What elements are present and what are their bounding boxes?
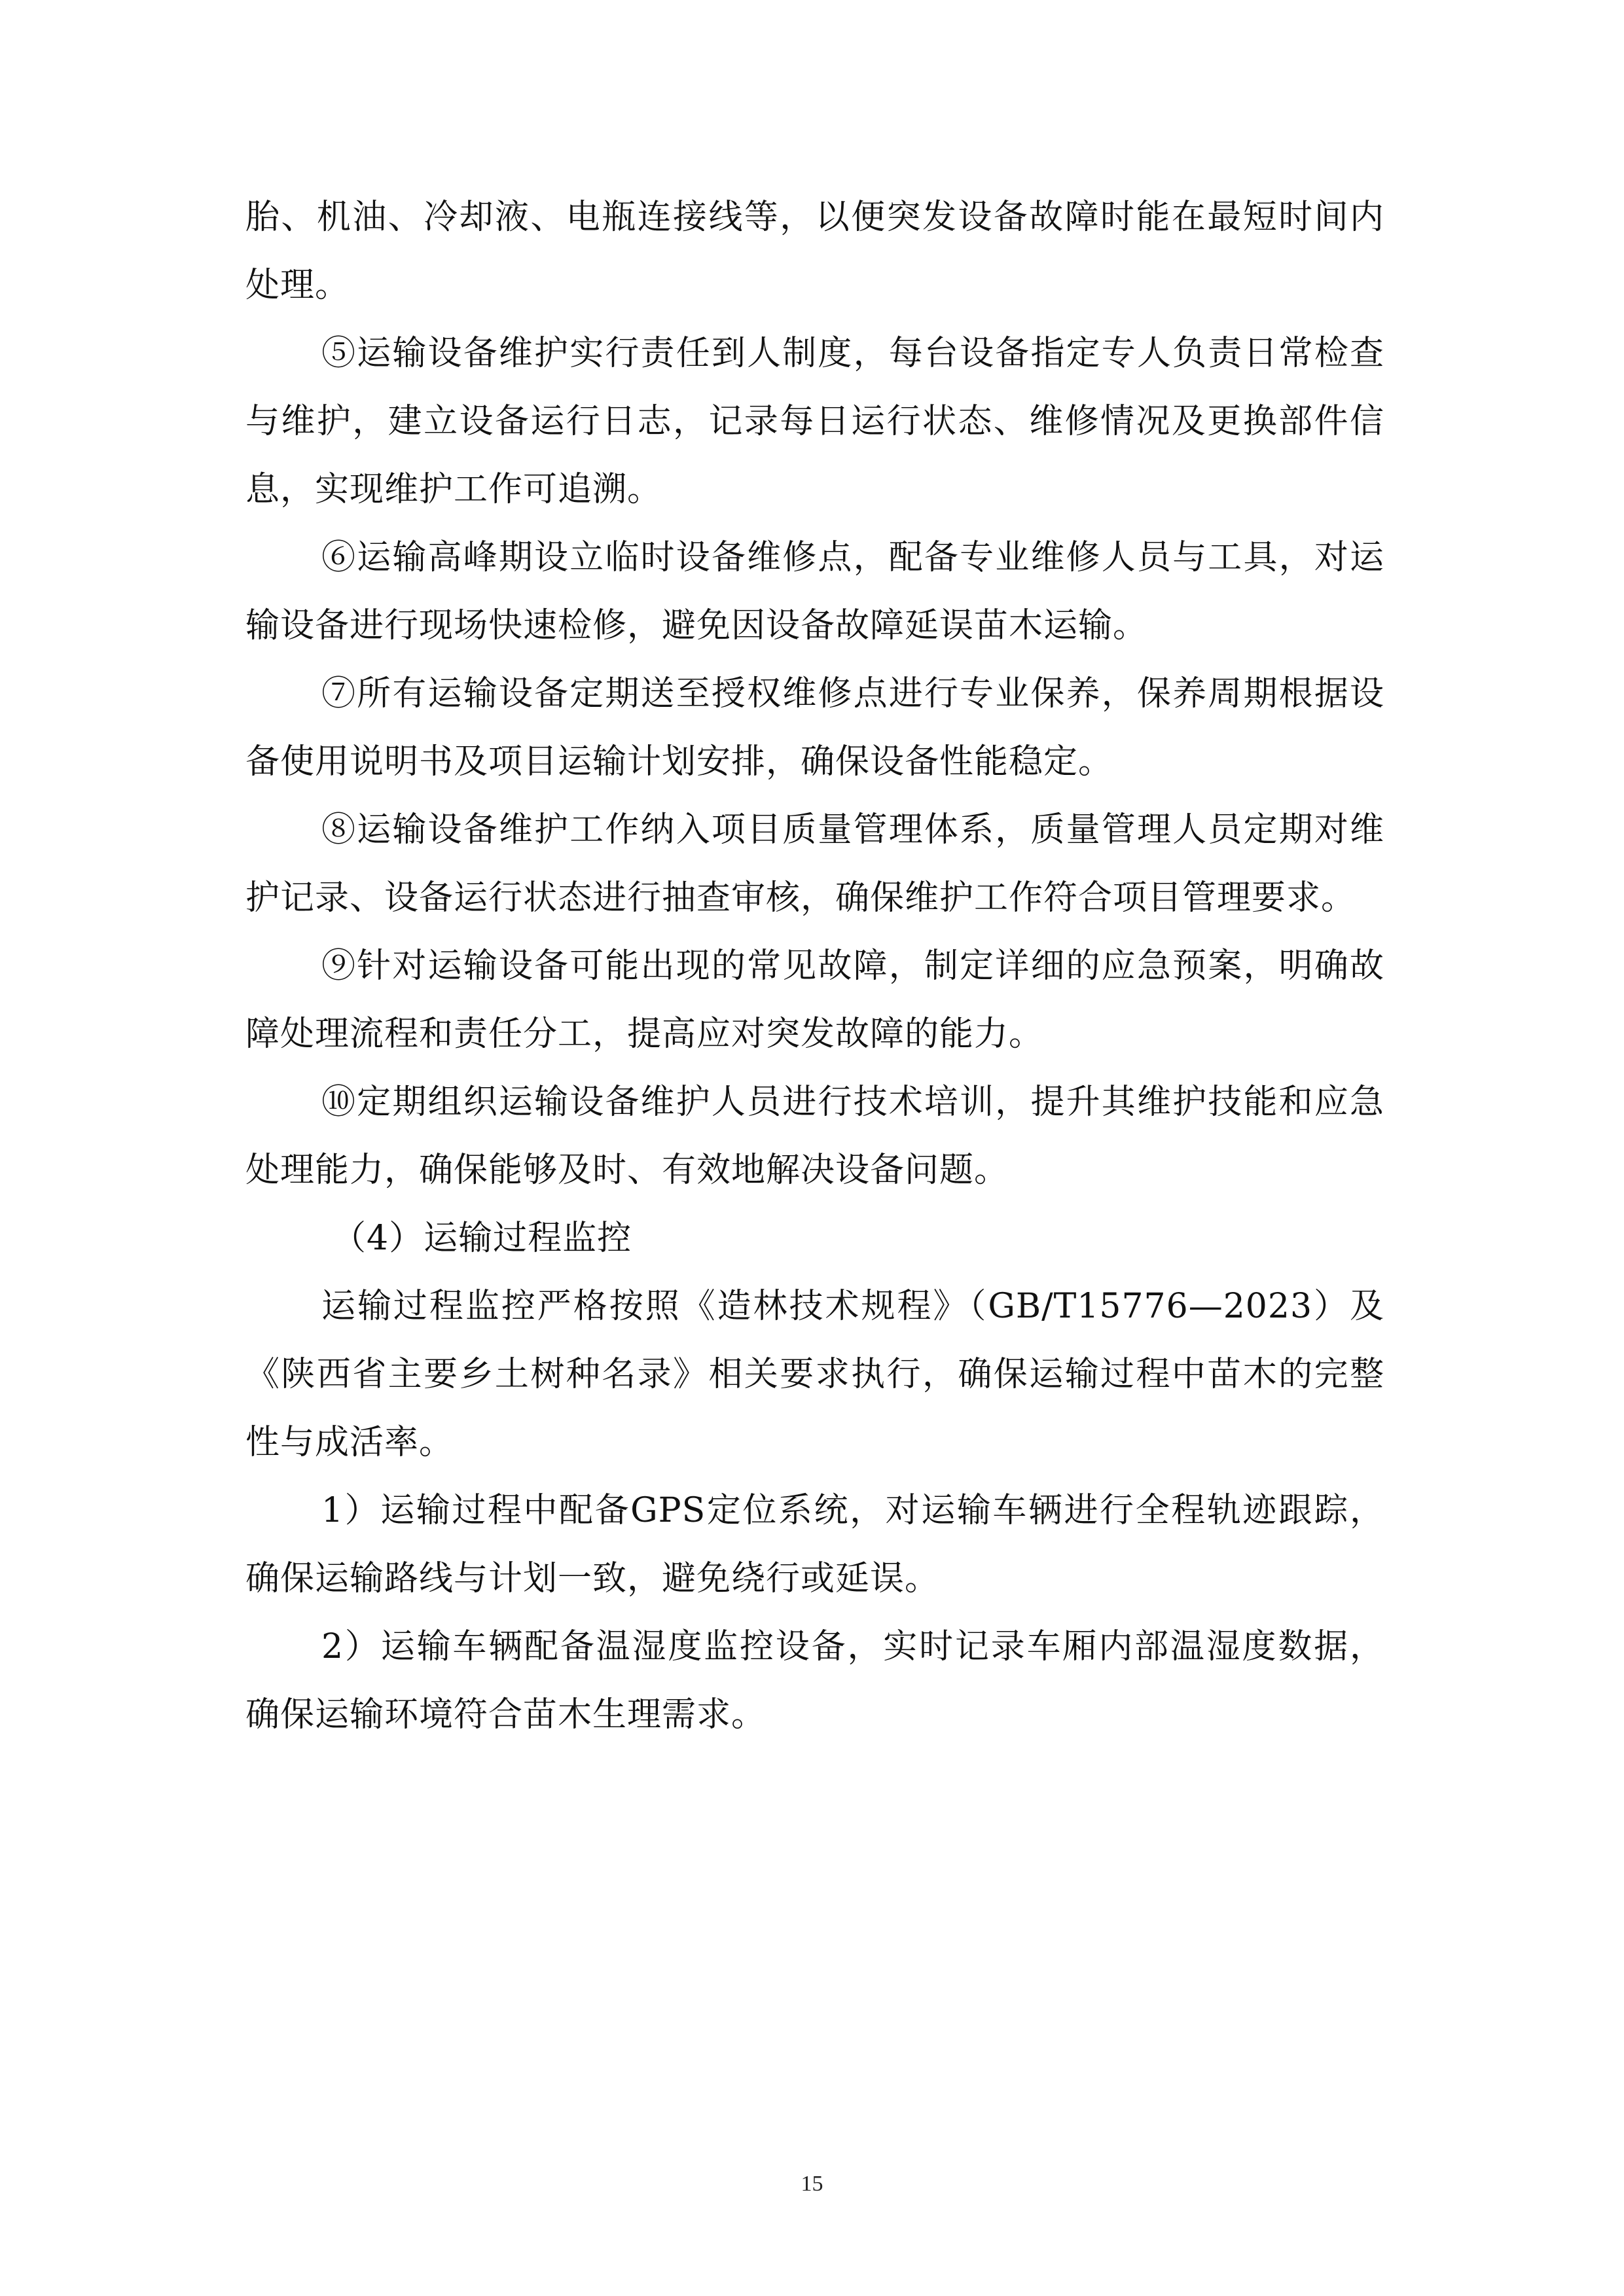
section-heading: （4）运输过程监控 [332,1219,632,1258]
paragraph-item-8: ⑧运输设备维护工作纳入项目质量管理体系，质量管理人员定期对维护记录、设备运行状态进行抽查审核，确保维护工作符合项目管理要求。 [245,810,1384,918]
paragraph-item-9: ⑨针对运输设备可能出现的常见故障，制定详细的应急预案，明确故障处理流程和责任分工，提高应对突发故障的能力。 [245,946,1384,1054]
paragraph-monitoring-intro: 运输过程监控严格按照《造林技术规程》（GB/T15776—2023）及《陕西省主要乡土树种名录》相关要求执行，确保运输过程中苗木的完整性与成活率。 [245,1287,1384,1462]
paragraph-item-6: ⑥运输高峰期设立临时设备维修点，配备专业维修人员与工具，对运输设备进行现场快速检修，避免因设备故障延误苗木运输。 [245,538,1384,645]
paragraph-monitoring-2: 2）运输车辆配备温湿度监控设备，实时记录车厢内部温湿度数据，确保运输环境符合苗木生理需求。 [245,1627,1384,1734]
document-body [245,183,1384,1749]
paragraph-item-5: ⑤运输设备维护实行责任到人制度，每台设备指定专人负责日常检查与维护，建立设备运行日志，记录每日运行状态、维修情况及更换部件信息，实现维护工作可追溯。 [245,334,1384,509]
paragraph-continuation: 胎、机油、冷却液、电瓶连接线等，以便突发设备故障时能在最短时间内处理。 [245,198,1384,305]
paragraph-item-10: ⑩定期组织运输设备维护人员进行技术培训，提升其维护技能和应急处理能力，确保能够及时、有效地解决设备问题。 [245,1083,1384,1190]
paragraph-monitoring-1: 1）运输过程中配备GPS定位系统，对运输车辆进行全程轨迹跟踪，确保运输路线与计划一致，避免绕行或延误。 [245,1491,1384,1598]
page-number: 15 [801,2172,823,2196]
paragraph-item-7: ⑦所有运输设备定期送至授权维修点进行专业保养，保养周期根据设备使用说明书及项目运输计划安排，确保设备性能稳定。 [245,674,1384,781]
